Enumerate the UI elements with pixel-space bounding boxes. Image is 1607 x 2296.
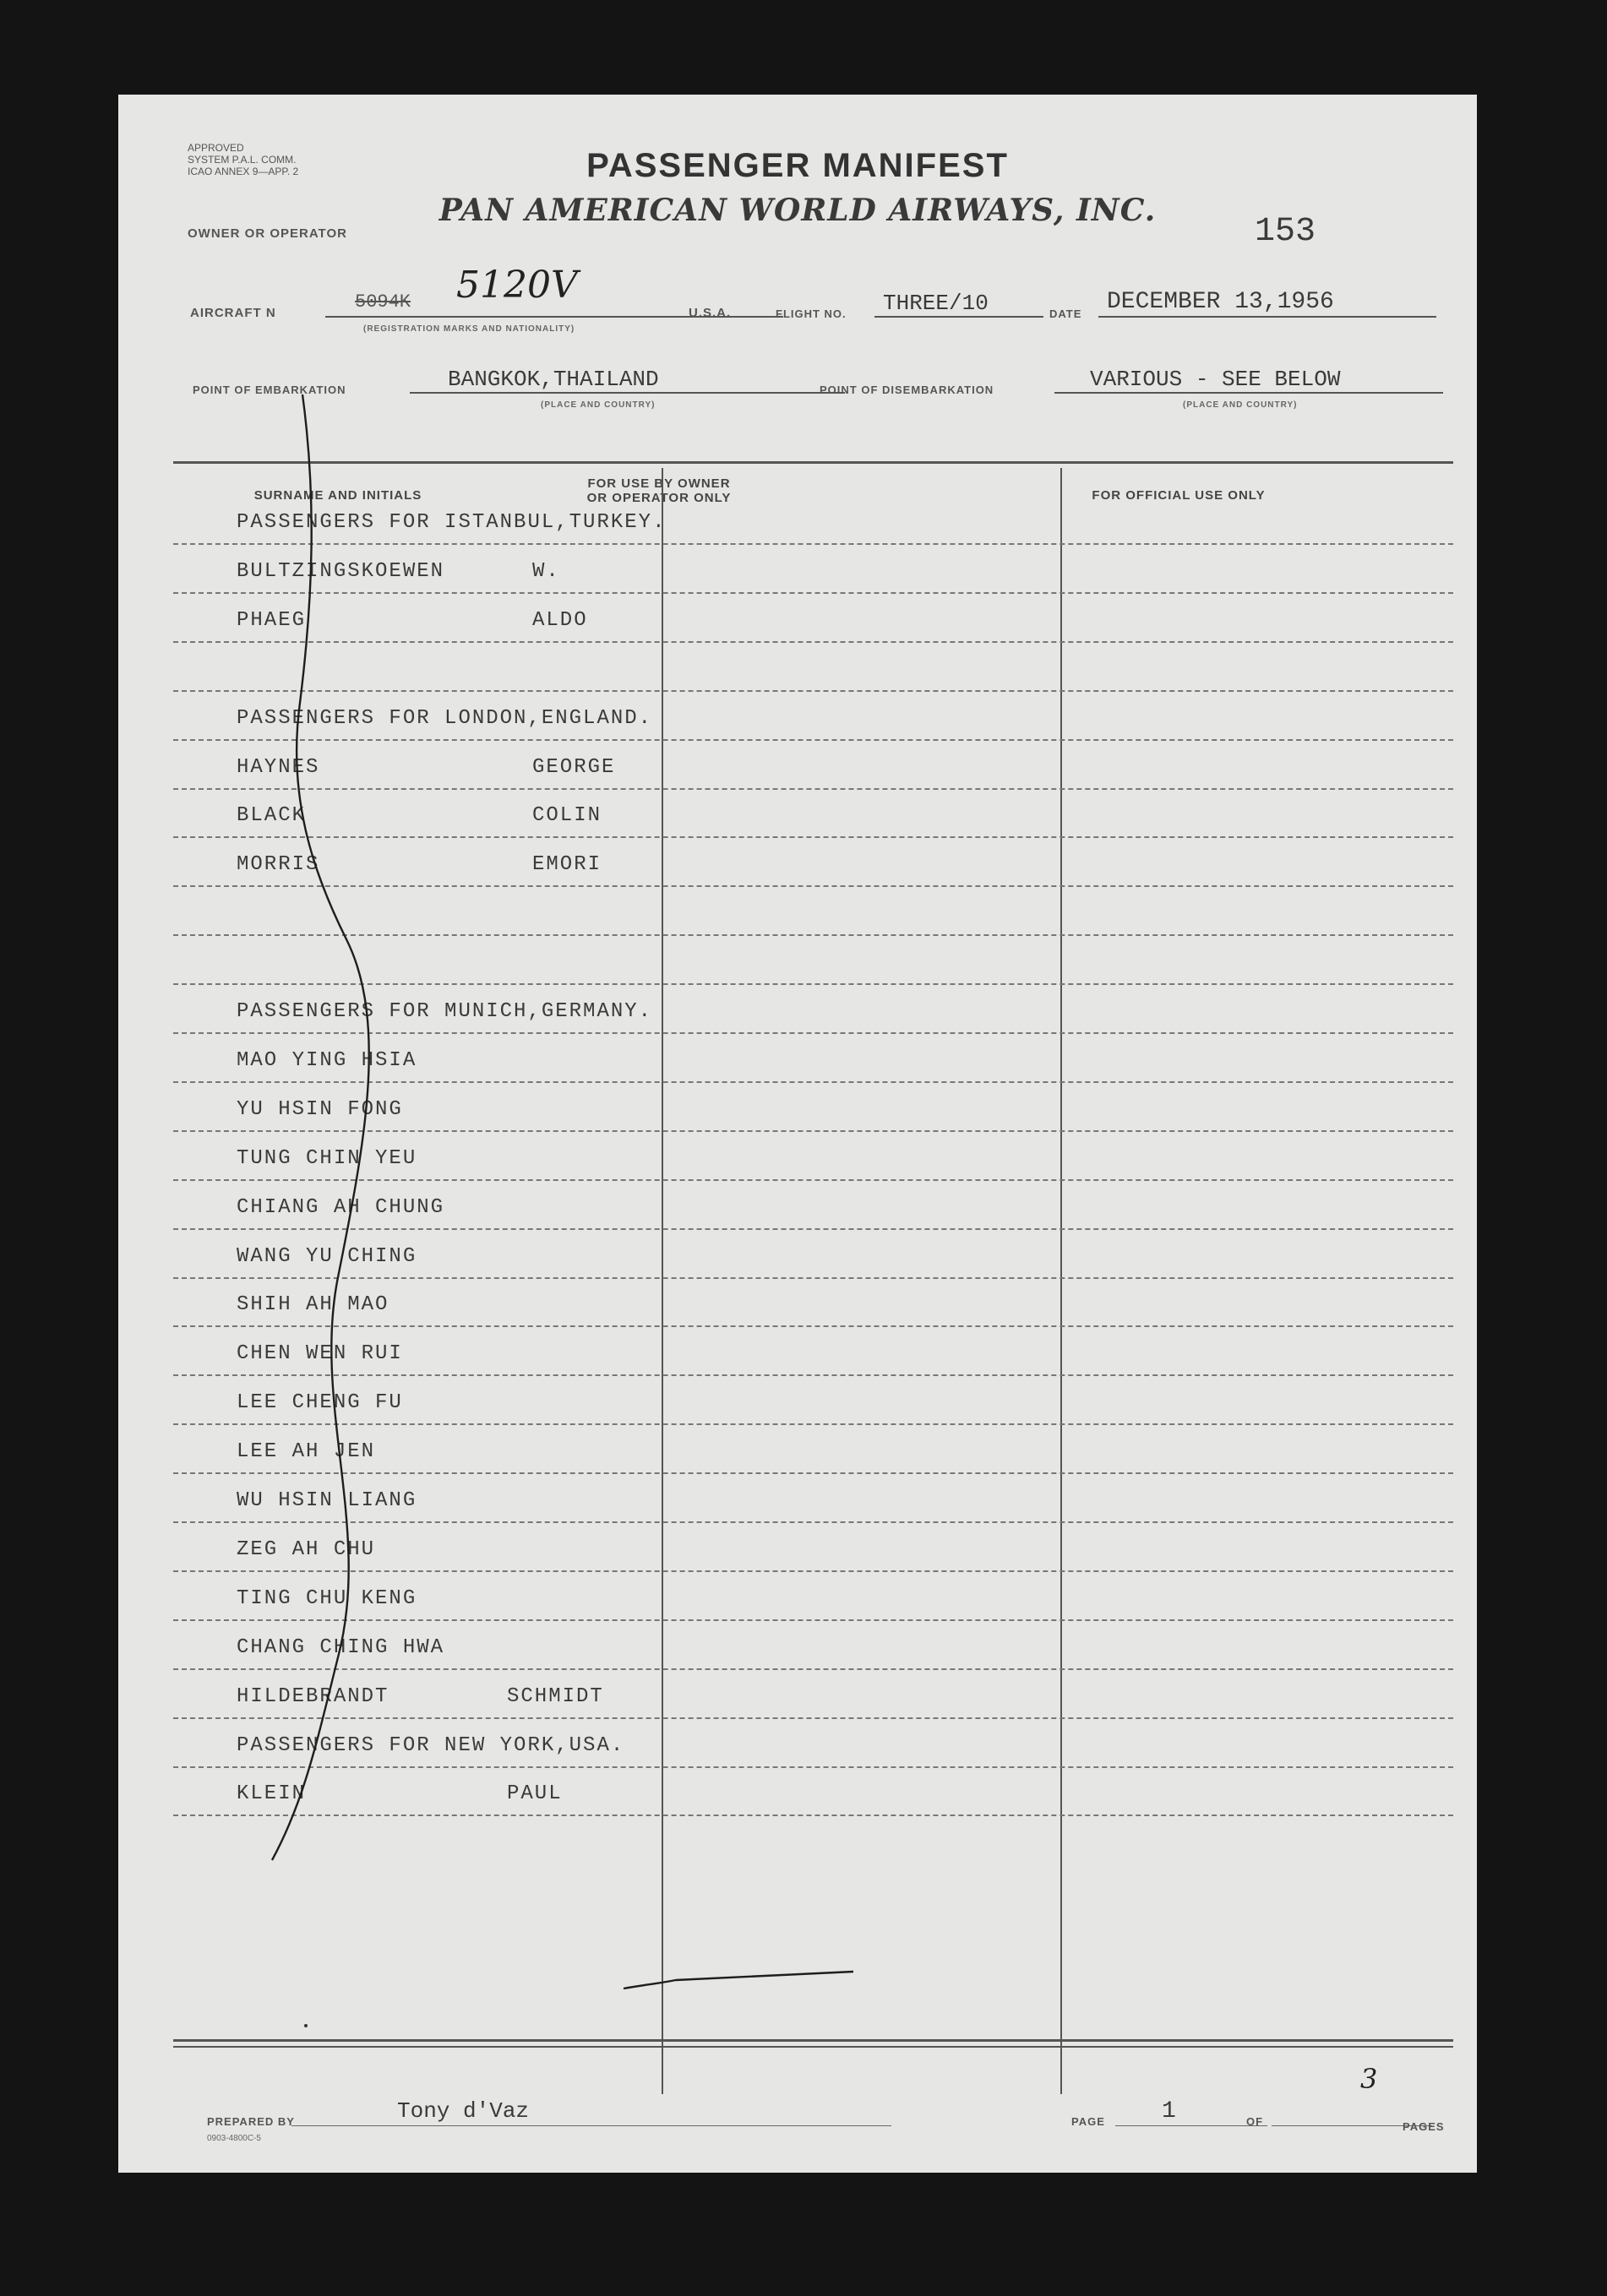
table-row-name: MORRIS bbox=[237, 853, 320, 877]
flight-value: THREE/10 bbox=[883, 291, 989, 316]
of-label: OF bbox=[1246, 2115, 1264, 2128]
table-row-name: YU HSIN FONG bbox=[237, 1097, 403, 1121]
table-row-initials: W. bbox=[532, 559, 560, 583]
table-row-name: PASSENGERS FOR MUNICH,GERMANY. bbox=[237, 1000, 653, 1023]
airline-name: PAN AMERICAN WORLD AIRWAYS, INC. bbox=[439, 193, 1157, 228]
table-row-initials: EMORI bbox=[532, 853, 602, 877]
date-label: DATE bbox=[1049, 307, 1082, 320]
disembarkation-value: VARIOUS - SEE BELOW bbox=[1090, 367, 1341, 392]
page-value: 1 bbox=[1162, 2098, 1176, 2125]
disembarkation-label: POINT OF DISEMBARKATION bbox=[820, 384, 994, 396]
table-row-initials: ALDO bbox=[532, 608, 588, 632]
table-row-initials: GEORGE bbox=[532, 755, 616, 779]
table-row-name: MAO YING HSIA bbox=[237, 1048, 417, 1072]
table-row-name: TING CHU KENG bbox=[237, 1586, 417, 1610]
table-row-name: LEE AH JEN bbox=[237, 1440, 376, 1464]
table-row-initials: PAUL bbox=[507, 1782, 563, 1806]
table-row-name: BLACK bbox=[237, 804, 307, 828]
page-title: PASSENGER MANIFEST bbox=[586, 147, 1009, 184]
table-row-initials: COLIN bbox=[532, 804, 602, 828]
pen-dot bbox=[304, 2024, 308, 2027]
form-code: 0903-4800C-5 bbox=[207, 2134, 261, 2143]
embarkation-value: BANGKOK,THAILAND bbox=[448, 367, 659, 392]
pen-marks bbox=[118, 95, 1477, 2173]
embarkation-sublabel: (PLACE AND COUNTRY) bbox=[541, 400, 656, 410]
table-row-name: WANG YU CHING bbox=[237, 1244, 417, 1268]
pages-label: PAGES bbox=[1403, 2120, 1445, 2133]
of-value: 3 bbox=[1360, 2063, 1378, 2095]
date-value: DECEMBER 13,1956 bbox=[1107, 289, 1334, 315]
table-row-name: SHIH AH MAO bbox=[237, 1293, 389, 1317]
table-row-name: PASSENGERS FOR LONDON,ENGLAND. bbox=[237, 706, 653, 730]
aircraft-label: AIRCRAFT N bbox=[190, 306, 276, 320]
disembarkation-sublabel: (PLACE AND COUNTRY) bbox=[1183, 400, 1298, 410]
table-row-name: BULTZINGSKOEWEN bbox=[237, 559, 445, 583]
table-row-name: HAYNES bbox=[237, 755, 320, 779]
checkmark-pen-stroke bbox=[624, 1972, 853, 1989]
table-row-name: PASSENGERS FOR NEW YORK,USA. bbox=[237, 1733, 625, 1757]
table-row-name: LEE CHENG FU bbox=[237, 1391, 403, 1415]
table-row-name: TUNG CHIN YEU bbox=[237, 1146, 417, 1170]
prepared-by-label: PREPARED BY bbox=[207, 2115, 295, 2128]
table-row-name: PHAEG bbox=[237, 608, 307, 632]
table-row-name: CHIANG AH CHUNG bbox=[237, 1195, 445, 1219]
nationality: U.S.A. bbox=[689, 306, 732, 320]
table-row-name: KLEIN bbox=[237, 1782, 307, 1806]
table-row-name: CHEN WEN RUI bbox=[237, 1342, 403, 1366]
page-number-stamp: 153 bbox=[1255, 213, 1316, 251]
prepared-by-value: Tony d'Vaz bbox=[397, 2098, 530, 2124]
manifest-page bbox=[118, 95, 1477, 2173]
vertical-pen-stroke bbox=[272, 394, 369, 1860]
column-header-surname: SURNAME AND INITIALS bbox=[253, 488, 422, 503]
approval-note: APPROVED SYSTEM P.A.L. COMM. ICAO ANNEX 9—APP. 2 bbox=[188, 142, 299, 177]
table-row-name: WU HSIN LIANG bbox=[237, 1489, 417, 1512]
table-row-name: ZEG AH CHU bbox=[237, 1537, 376, 1561]
table-row-name: CHANG CHING HWA bbox=[237, 1635, 445, 1659]
aircraft-crossed-value: 5094K bbox=[355, 291, 411, 313]
table-row-name: PASSENGERS FOR ISTANBUL,TURKEY. bbox=[237, 511, 667, 534]
column-header-owner-use: FOR USE BY OWNER OR OPERATOR ONLY bbox=[586, 476, 732, 505]
table-row-initials: SCHMIDT bbox=[507, 1684, 604, 1708]
flight-label: FLIGHT NO. bbox=[776, 307, 847, 320]
aircraft-handwritten-value: 5120V bbox=[456, 264, 578, 307]
table-row-name: HILDEBRANDT bbox=[237, 1684, 389, 1708]
owner-label: OWNER OR OPERATOR bbox=[188, 226, 347, 241]
page-label: PAGE bbox=[1071, 2115, 1105, 2128]
column-header-official-use: FOR OFFICIAL USE ONLY bbox=[1092, 488, 1266, 503]
registration-sublabel: (REGISTRATION MARKS AND NATIONALITY) bbox=[363, 324, 575, 334]
embarkation-label: POINT OF EMBARKATION bbox=[193, 384, 346, 396]
